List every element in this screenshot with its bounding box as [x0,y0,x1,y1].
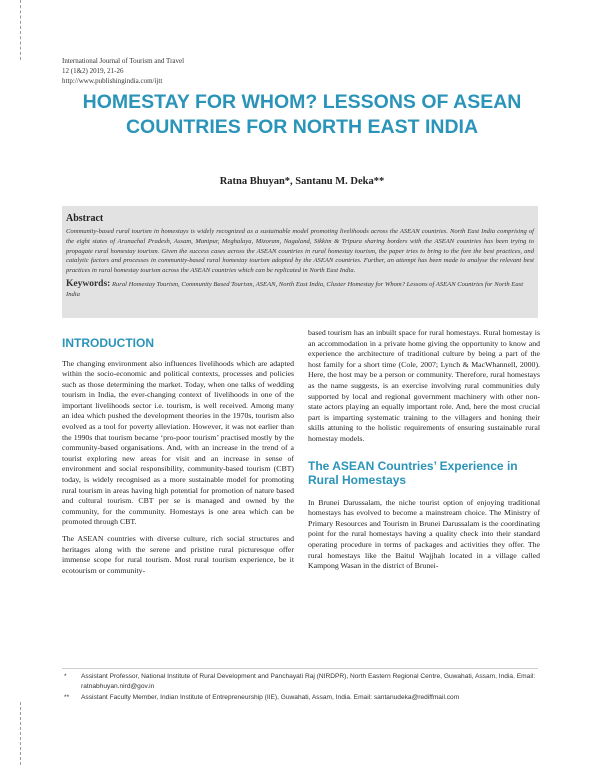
keywords-text: Rural Homestay Tourism, Community Based Tourism, ASEAN, North East India, Cluster Homestay for Whom? Lessons of ASEAN Countries for North East India [66,280,524,298]
body-paragraph: In Brunei Darussalam, the niche tourist option of enjoying traditional homestays has evolved to become a mainstream choice. The Ministry of Primary Resources and Tourism in Brunei Darussalam is the coordinating point for the rural homestays having a quality check into their standard operating procedure in terms of packages and activities they offer. The rural homestays like the Baitul Wajjhah located in a village called Kampong Wasan in the district of Brunei- [308,497,540,571]
keywords [66,280,534,300]
crop-mark-top [20,0,21,60]
keywords-label: Keywords: [66,278,111,289]
abstract-heading: Abstract [66,213,104,224]
abstract-box [62,206,538,318]
footnote-mark: ** [64,694,70,702]
footnote-text: Assistant Professor, National Institute of Rural Development and Panchayati Raj (NIRDPR), North Eastern Regional Centre, Guwahati, Assam, India. Email: ratnabhuyan.nird@gov.in [81,673,536,690]
footnotes [62,672,538,705]
abstract-text: Community-based rural tourism in homestays is widely recognized as a sustainable model promoting livelihoods across the ASEAN countries. North East India comprising of the eight states of Arunachal Pradesh, Assam, Manipur, Meghalaya, Mizoram, Nagaland, Sikkim & Tripura sharing borders with the ASEAN countries has been trying to propagate rural homestay tourism. Given the success cases across the ASEAN countries in rural homestay tourism, the paper tries to bring to the fore the best practices, and catalytic factors and processes in community-based rural homestay tourism adopted by the ASEAN countries. Further, an attempt has been made to analyse the relevant best practices in rural homestay tourism across the ASEAN countries which can be replicated in North East India. [66,228,534,275]
body-paragraph: The ASEAN countries with diverse culture, rich social structures and heritages along with the serene and pristine rural picturesque offer immense scope for rural tourism. Most rural tourism experience, be it ecotourism or community- [62,534,294,575]
journal-url[interactable]: http://www.publishingindia.com/ijtt [62,77,163,86]
introduction-heading: INTRODUCTION [62,336,154,350]
paper-title: HOMESTAY FOR WHOM? LESSONS OF ASEAN COUNTRIES FOR NORTH EAST INDIA [82,91,522,138]
asean-section-heading: The ASEAN Countries’ Experience in Rural Homestays [308,458,518,488]
left-column [62,328,294,582]
footnote [62,672,538,691]
footnote-mark: * [64,673,67,680]
journal-name: International Journal of Tourism and Travel [62,57,185,65]
right-column [308,328,540,578]
body-paragraph: based tourism has an inbuilt space for rural homestays. Rural homestay is an accommodation in a private home giving the opportunity to know and experience the architecture of traditional culture by being a part of the host family for a short time (Cole, 2007; Lynch & MacWhannell, 2000). Here, the host may be a person or community. Therefore, rural homestays as the name suggests, is an exercise involving rural communities duly supported by local and regional government machinery with other non-state actors playing an equally important role. And, here the most crucial part is imparting systematic training to the villagers and honing their skills attuning to the holistic requirements of ensuring sustainable rural homestay models. [308,328,540,443]
footnote-divider [62,668,538,669]
crop-mark-bottom [20,702,21,765]
paper-authors: Ratna Bhuyan*, Santanu M. Deka** [219,176,385,187]
body-paragraph: The changing environment also influences livelihoods which are adapted within the socio-economic and political contexts, processes and policies such as those determining the market. Today, when one talks of wedding tourism in India, the ever-changing context of livelihoods in one of the important livelihoods sector i.e. tourism, is well received. Among many an idea which pushed the development theories in the 1970s, tourism also evolved as a tool for poverty alleviation. However, it was not earlier than the 1990s that tourism became ‘pro-poor tourism’ practised mostly by the community-based organisations. And, with an increase in the trend of a tourist exploring new areas for visit and an increase in sense of environment and social responsibility, community-based tourism (CBT) today, is widely recognised as a more sustainable model for promoting rural tourism in areas having high potential for promotion of nature based and cultural tourism. CBT per se is managed and owned by the community, for the community. Homestays is one area which can be promoted through CBT. [62,358,294,527]
footnote-text: Assistant Faculty Member, Indian Institute of Entrepreneurship (IIE), Guwahati, Assam, India. Email: santanudeka@rediffmail.com [81,694,460,702]
journal-header [62,56,184,87]
journal-issue: 12 (1&2) 2019, 21-26 [62,67,124,76]
footnote [62,693,538,703]
